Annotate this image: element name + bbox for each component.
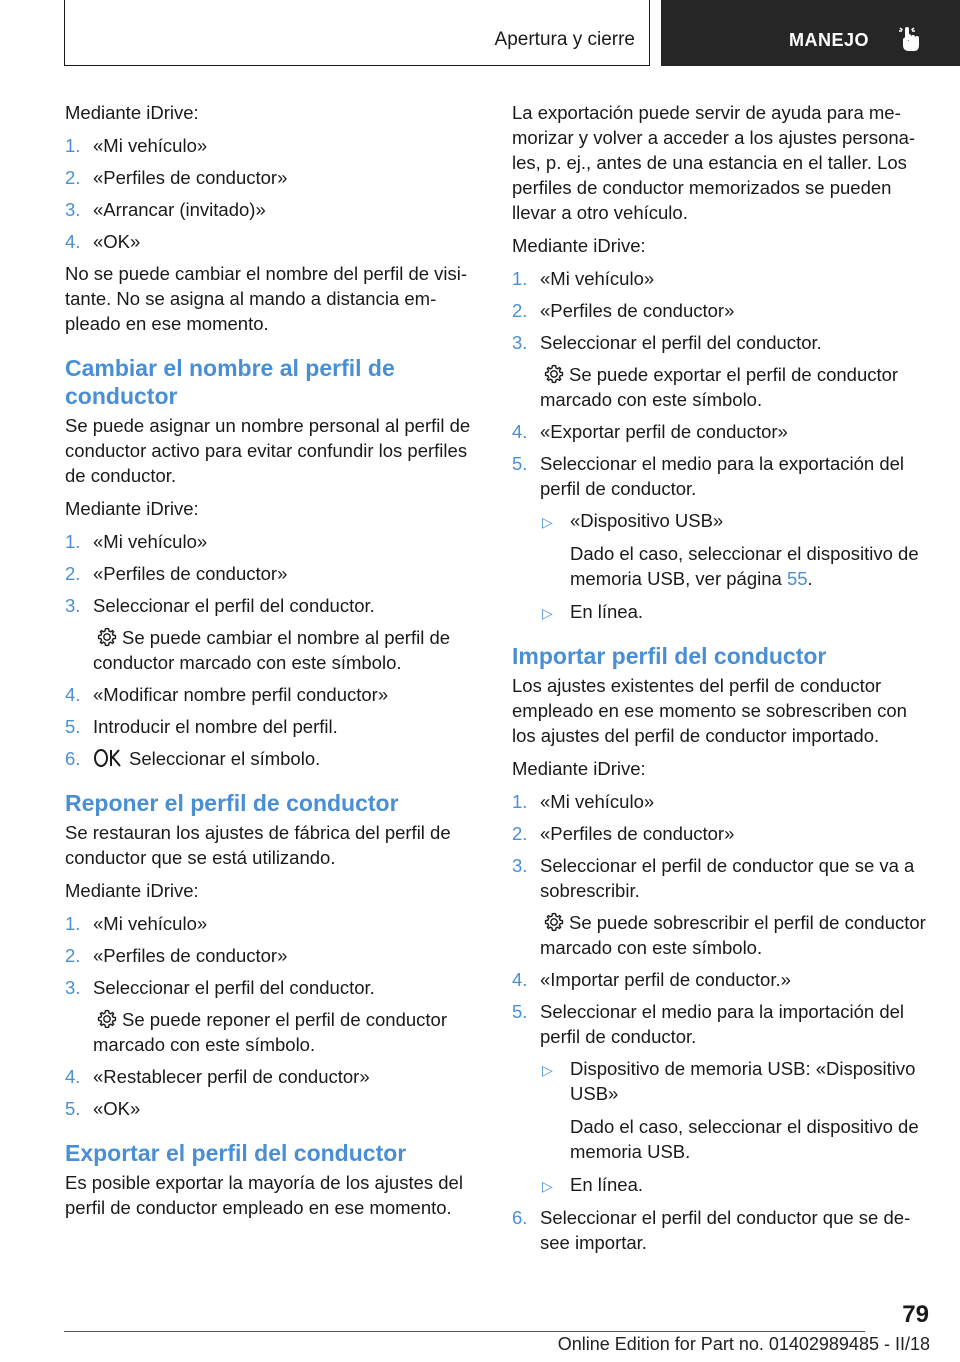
list-item — [512, 451, 932, 501]
settings-gear-icon — [543, 911, 565, 933]
list-item — [65, 133, 483, 158]
list-number: 3. — [65, 595, 81, 616]
bullet-item: ▷ En línea. — [512, 599, 932, 624]
list-number: 4. — [512, 421, 528, 442]
list-text: «Mi vehículo» — [540, 791, 655, 812]
page-link[interactable]: 55 — [786, 568, 808, 589]
bullet-item: ▷ En línea. — [512, 1172, 932, 1197]
paragraph: Se restauran los ajustes de fábrica del perfil de conductor que se está utilizando. — [65, 822, 451, 868]
list-number: 5. — [65, 716, 81, 737]
ok-icon — [93, 748, 123, 768]
list-text: «Perfiles de conductor» — [540, 300, 735, 321]
list-item — [65, 714, 483, 739]
header-section-title: Apertura y cierre — [494, 29, 635, 50]
paragraph: La exportación puede servir de ayuda para memorizar y volver a acceder a los ajustes personales, p. ej., antes de una estancia en el taller. Los perfiles de conductor memorizados se pueden llevar a otro vehículo. — [512, 102, 916, 223]
list-number: 2. — [512, 823, 528, 844]
list-item — [65, 943, 483, 968]
page-number: 79 — [902, 1301, 929, 1328]
list-text: «Perfiles de conductor» — [540, 823, 735, 844]
list-item — [512, 789, 932, 814]
list-number: 5. — [512, 1001, 528, 1022]
section-heading: Cambiar el nombre al perfil de conductor — [65, 355, 395, 409]
list-number: 5. — [512, 453, 528, 474]
section-heading: Reponer el perfil de conductor — [65, 790, 399, 816]
list-item — [512, 330, 932, 355]
list-text: «Restablecer perfil de conductor» — [93, 1066, 370, 1087]
paragraph: Mediante iDrive: — [512, 758, 646, 779]
list-text: «Perfiles de conductor» — [93, 167, 288, 188]
list-item — [512, 853, 932, 903]
paragraph: Los ajustes existentes del perfil de conductor empleado en ese momento se sobrescriben con los ajustes del perfil de conductor importado. — [512, 675, 907, 746]
list-item — [65, 561, 483, 586]
list-number: 1. — [65, 531, 81, 552]
list-item — [65, 197, 483, 222]
paragraph: Mediante iDrive: — [65, 498, 199, 519]
list-number: 6. — [512, 1207, 528, 1228]
list-item — [65, 165, 483, 190]
list-item — [512, 999, 932, 1049]
list-item — [65, 529, 483, 554]
settings-note: Se puede exportar el perfil de conductor marcado con este símbolo. — [540, 364, 899, 410]
list-number: 4. — [65, 1066, 81, 1087]
list-number: 2. — [65, 167, 81, 188]
bullet-item: ▷ Dispositivo de memoria USB: «Dispositivo USB» — [542, 1058, 916, 1104]
triangle-bullet-icon: ▷ — [542, 514, 553, 530]
list-text: «Exportar perfil de conductor» — [540, 421, 788, 442]
list-text: Seleccionar el perfil de conductor que se va a sobrescribir. — [540, 855, 915, 901]
list-number: 3. — [65, 199, 81, 220]
list-number: 3. — [512, 332, 528, 353]
list-item — [65, 1096, 483, 1121]
list-number: 2. — [512, 300, 528, 321]
list-item — [512, 419, 932, 444]
paragraph: Es posible exportar la mayoría de los ajustes del perfil de conductor empleado en ese momento. — [65, 1172, 463, 1218]
list-text: Seleccionar el perfil del conductor. — [540, 332, 822, 353]
list-number: 3. — [65, 977, 81, 998]
list-text: «OK» — [93, 231, 141, 252]
paragraph: No se puede cambiar el nombre del perfil de visitante. No se asigna al mando a distancia empleado en ese momento. — [65, 263, 468, 334]
list-text: Seleccionar el símbolo. — [129, 748, 321, 769]
settings-gear-icon — [96, 626, 118, 648]
list-number: 1. — [65, 135, 81, 156]
list-item — [512, 1205, 932, 1255]
header-section-box — [64, 0, 650, 66]
list-item — [512, 821, 932, 846]
list-number: 1. — [512, 268, 528, 289]
list-text: «Mi vehículo» — [93, 531, 208, 552]
list-text: «Arrancar (invitado)» — [93, 199, 266, 220]
footer-edition: Online Edition for Part no. 01402989485 - II/18 — [557, 1334, 930, 1354]
list-number: 1. — [65, 913, 81, 934]
list-item — [65, 229, 483, 254]
left-column — [65, 100, 483, 1228]
list-item — [65, 746, 483, 771]
list-item — [65, 975, 483, 1000]
list-text: «Modificar nombre perfil conductor» — [93, 684, 389, 705]
list-text: «Mi vehículo» — [93, 135, 208, 156]
paragraph: Se puede asignar un nombre personal al perfil de conductor activo para evitar confundir los perfiles de conductor. — [65, 415, 471, 486]
list-text: «OK» — [93, 1098, 141, 1119]
list-item — [65, 593, 483, 618]
right-column — [512, 100, 932, 1262]
triangle-bullet-icon: ▷ — [542, 1178, 553, 1194]
list-number: 3. — [512, 855, 528, 876]
list-text: «Perfiles de conductor» — [93, 945, 288, 966]
hand-pointer-icon — [897, 25, 923, 53]
footer-divider — [64, 1331, 865, 1332]
list-text: Seleccionar el perfil del conductor. — [93, 595, 375, 616]
header-chapter-title: MANEJO — [789, 30, 870, 50]
list-text: Seleccionar el perfil del conductor. — [93, 977, 375, 998]
bullet-subtext: Dado el caso, seleccionar el dispositivo de memoria USB. — [570, 1116, 919, 1162]
list-number: 5. — [65, 1098, 81, 1119]
list-number: 2. — [65, 563, 81, 584]
settings-note: Se puede cambiar el nombre al perfil de conductor marcado con este símbolo. — [93, 627, 451, 673]
list-text: «Importar perfil de conductor.» — [540, 969, 791, 990]
triangle-bullet-icon: ▷ — [542, 605, 553, 621]
paragraph: Mediante iDrive: — [512, 235, 646, 256]
header-chapter-tab[interactable] — [661, 0, 960, 66]
list-text: Seleccionar el medio para la exportación del perfil de conductor. — [540, 453, 905, 499]
list-text: «Mi vehículo» — [540, 268, 655, 289]
bullet-subtext: Dado el caso, seleccionar el dispositivo de memoria USB, ver página 55. — [570, 543, 919, 589]
list-number: 1. — [512, 791, 528, 812]
list-item — [512, 266, 932, 291]
list-number: 4. — [512, 969, 528, 990]
list-item — [512, 967, 932, 992]
list-item — [512, 298, 932, 323]
paragraph: Mediante iDrive: — [65, 880, 199, 901]
bullet-item: ▷ «Dispositivo USB» — [512, 508, 932, 533]
list-text: «Perfiles de conductor» — [93, 563, 288, 584]
settings-note: Se puede reponer el perfil de conductor marcado con este símbolo. — [93, 1009, 447, 1055]
section-heading: Exportar el perfil del conductor — [65, 1140, 407, 1166]
settings-note: Se puede sobrescribir el perfil de conductor marcado con este símbolo. — [540, 912, 926, 958]
list-text: Introducir el nombre del perfil. — [93, 716, 338, 737]
settings-gear-icon — [96, 1008, 118, 1030]
list-number: 4. — [65, 231, 81, 252]
list-text: «Mi vehículo» — [93, 913, 208, 934]
list-item — [65, 1064, 483, 1089]
list-text: Seleccionar el medio para la importación del perfil de conductor. — [540, 1001, 905, 1047]
list-item — [65, 911, 483, 936]
triangle-bullet-icon: ▷ — [542, 1062, 553, 1078]
list-number: 6. — [65, 748, 81, 769]
paragraph: Mediante iDrive: — [65, 102, 199, 123]
list-number: 4. — [65, 684, 81, 705]
list-text: Seleccionar el perfil del conductor que se desee importar. — [540, 1207, 911, 1253]
list-item — [65, 682, 483, 707]
section-heading: Importar perfil del conductor — [512, 643, 827, 669]
list-number: 2. — [65, 945, 81, 966]
settings-gear-icon — [543, 363, 565, 385]
